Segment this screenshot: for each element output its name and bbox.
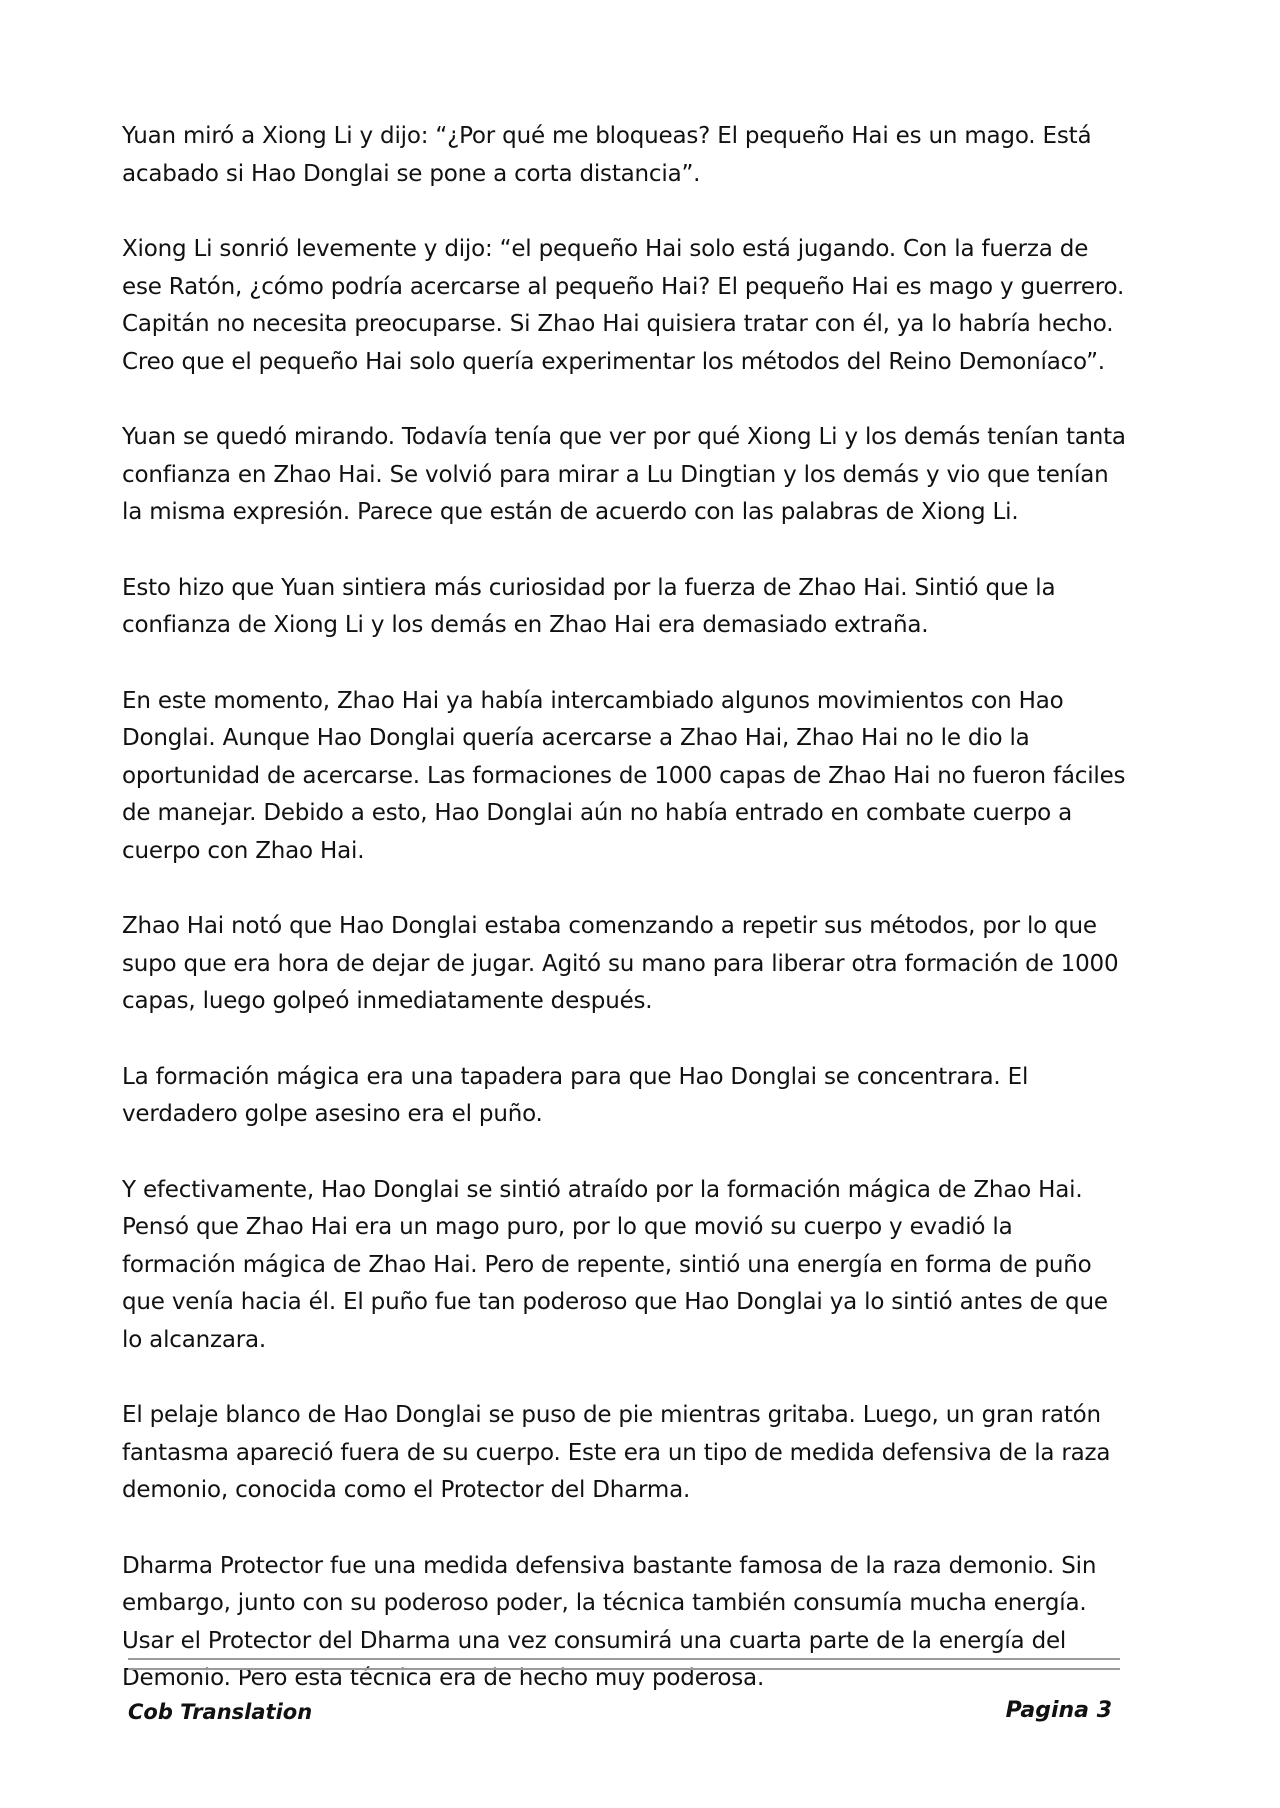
footer-publisher: Cob Translation	[128, 1700, 313, 1724]
paragraph-8: Y efectivamente, Hao Donglai se sintió atraído por la formación mágica de Zhao Hai. Pensó que Zhao Hai era un mago puro, por lo que movió su cuerpo y evadió la formación mágica de Zhao Hai. Pero de repente, sintió una energía en forma de puño que venía hacia él. El puño fue tan poderoso que Hao Donglai ya lo sintió antes de que lo alcanzara.	[122, 1176, 1108, 1353]
paragraph-5: En este momento, Zhao Hai ya había intercambiado algunos movimientos con Hao Donglai. Aunque Hao Donglai quería acercarse a Zhao Hai, Zhao Hai no le dio la oportunidad de acercarse. Las formaciones de 1000 capas de Zhao Hai no fueron fáciles de manejar. Debido a esto, Hao Donglai aún no había entrado en combate cuerpo a cuerpo con Zhao Hai.	[122, 687, 1126, 864]
paragraph-1: Yuan miró a Xiong Li y dijo: “¿Por qué me bloqueas? El pequeño Hai es un mago. Está acabado si Hao Donglai se pone a corta distancia”.	[122, 123, 1092, 187]
body-text	[122, 118, 1132, 1736]
paragraph-10: Dharma Protector fue una medida defensiva bastante famosa de la raza demonio. Sin embargo, junto con su poderoso poder, la técnica también consumía mucha energía. Usar el Protector del Dharma una vez consumirá una cuarta parte de la energía del Demonio. Pero esta técnica era de hecho muy poderosa.	[122, 1552, 1097, 1691]
paragraph-7: La formación mágica era una tapadera para que Hao Donglai se concentrara. El verdadero golpe asesino era el puño.	[122, 1063, 1029, 1127]
paragraph-9: El pelaje blanco de Hao Donglai se puso de pie mientras gritaba. Luego, un gran ratón fantasma apareció fuera de su cuerpo. Este era un tipo de medida defensiva de la raza demonio, conocida como el Protector del Dharma.	[122, 1402, 1111, 1503]
paragraph-2: Xiong Li sonrió levemente y dijo: “el pequeño Hai solo está jugando. Con la fuerza de ese Ratón, ¿cómo podría acercarse al pequeño Hai? El pequeño Hai es mago y guerrero. Capitán no necesita preocuparse. Si Zhao Hai quisiera tratar con él, ya lo habría hecho. Creo que el pequeño Hai solo quería experimentar los métodos del Reino Demoníaco”.	[122, 236, 1125, 375]
footer-divider-bottom	[128, 1668, 1120, 1670]
paragraph-6: Zhao Hai notó que Hao Donglai estaba comenzando a repetir sus métodos, por lo que supo que era hora de dejar de jugar. Agitó su mano para liberar otra formación de 1000 capas, luego golpeó inmediatamente después.	[122, 913, 1119, 1014]
paragraph-3: Yuan se quedó mirando. Todavía tenía que ver por qué Xiong Li y los demás tenían tanta confianza en Zhao Hai. Se volvió para mirar a Lu Dingtian y los demás y vio que tenían la misma expresión. Parece que están de acuerdo con las palabras de Xiong Li.	[122, 424, 1126, 525]
footer-divider-top	[128, 1658, 1120, 1660]
paragraph-4: Esto hizo que Yuan sintiera más curiosidad por la fuerza de Zhao Hai. Sintió que la confianza de Xiong Li y los demás en Zhao Hai era demasiado extraña.	[122, 574, 1056, 638]
footer-page-number: Pagina 3	[1005, 1698, 1112, 1723]
